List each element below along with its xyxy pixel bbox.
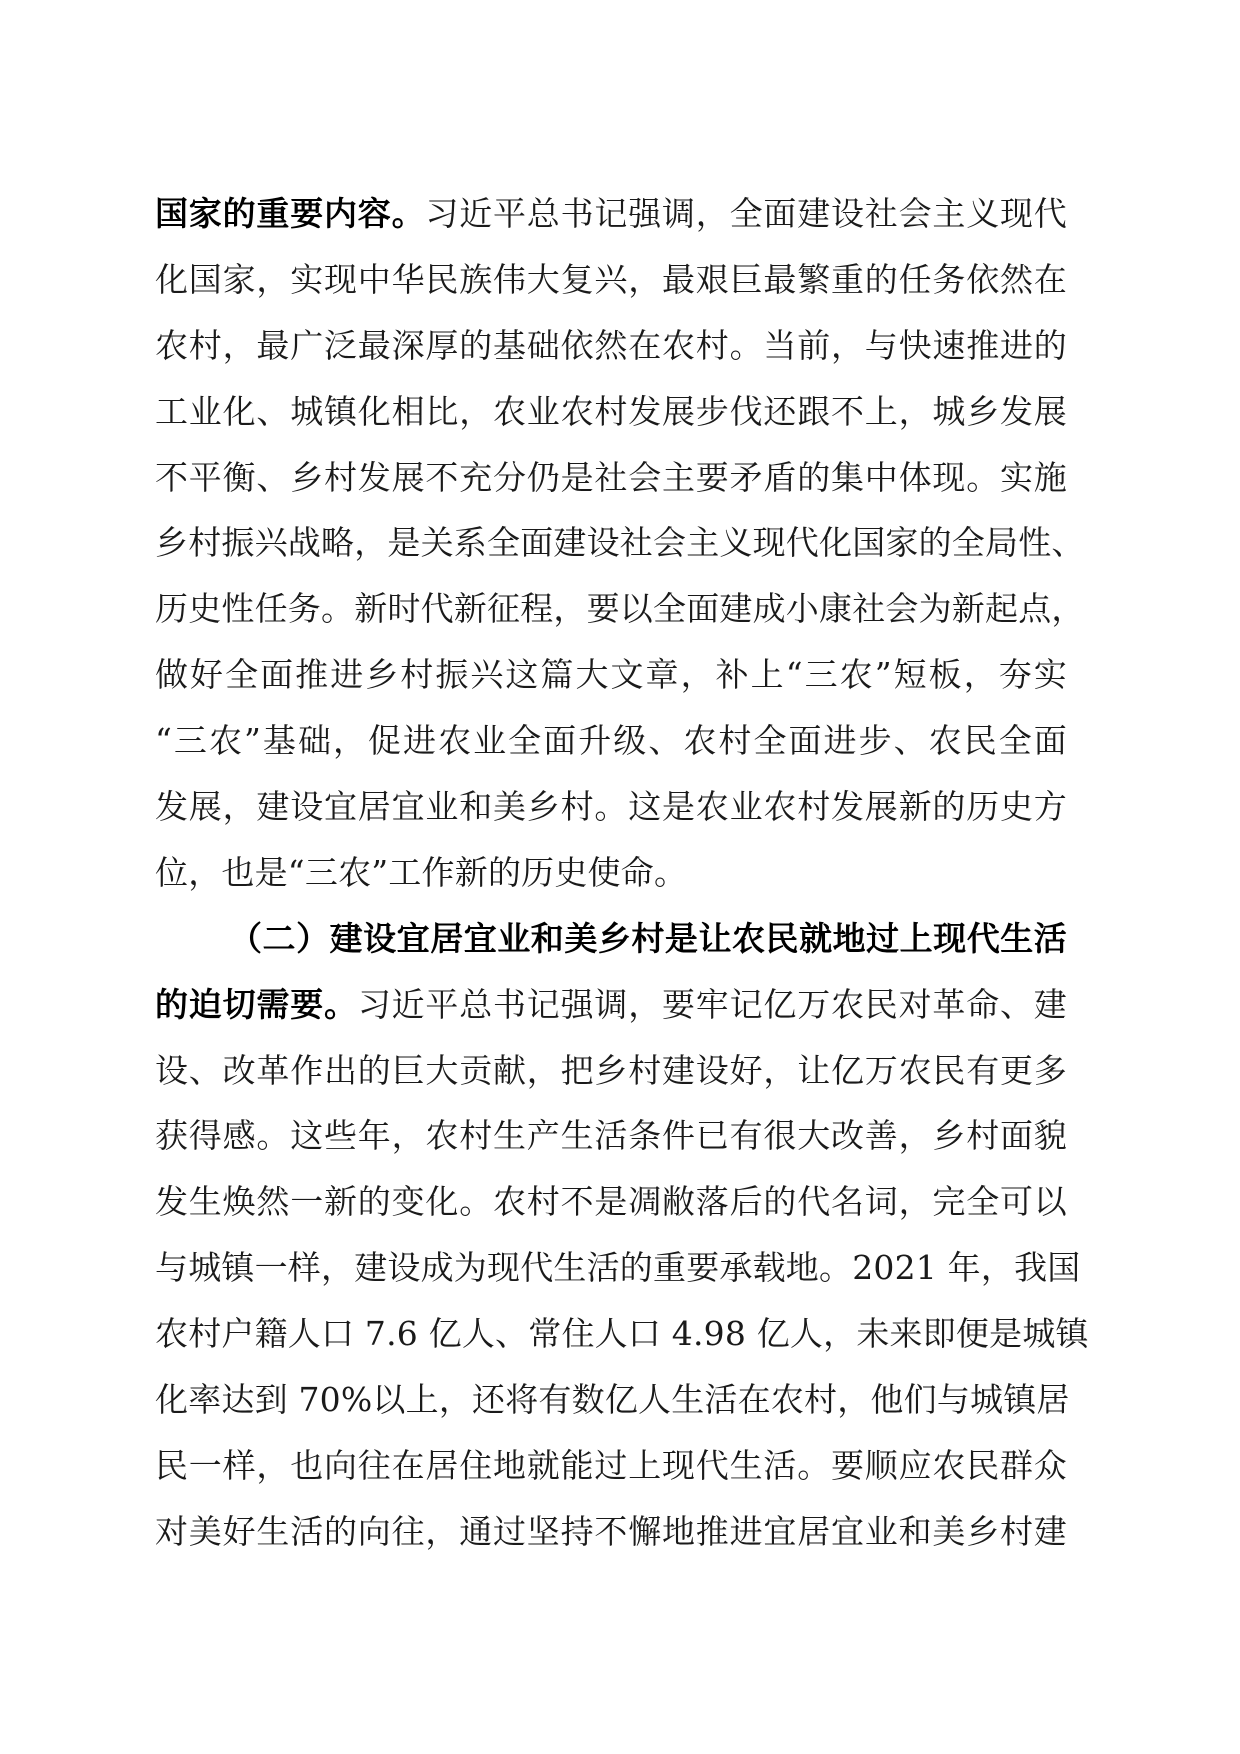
text-line: 化国家，实现中华民族伟大复兴，最艰巨最繁重的任务依然在: [155, 259, 1067, 299]
text-line: 获得感。这些年，农村生产生活条件已有很大改善，乡村面貌: [155, 1116, 1067, 1156]
text-line: 农村，最广泛最深厚的基础依然在农村。当前，与快速推进的: [155, 325, 1067, 365]
text-line: 历史性任务。新时代新征程，要以全面建成小康社会为新起点，: [155, 589, 1085, 629]
text-line: 乡村振兴战略，是关系全面建设社会主义现代化国家的全局性、: [155, 523, 1085, 563]
text-line: “三农”基础，促进农业全面升级、农村全面进步、农民全面: [155, 721, 1067, 761]
body-text: 习近平总书记强调，要牢记亿万农民对革命、建: [357, 984, 1068, 1024]
section-heading-line: [155, 906, 1067, 972]
bold-heading-text: 国家的重要内容。: [155, 194, 426, 233]
text-line: 设、改革作出的巨大贡献，把乡村建设好，让亿万农民有更多: [155, 1050, 1067, 1090]
text-line: 发生焕然一新的变化。农村不是凋敝落后的代名词，完全可以: [155, 1182, 1067, 1222]
text-line: [155, 972, 1067, 1038]
document-body: [155, 181, 1089, 1565]
text-line: 做好全面推进乡村振兴这篇大文章，补上“三农”短板，夯实: [155, 655, 1067, 695]
text-line: 化率达到 70%以上，还将有数亿人生活在农村，他们与城镇居: [155, 1380, 1070, 1420]
bold-heading-text: 的迫切需要。: [155, 984, 358, 1024]
text-line: 不平衡、乡村发展不充分仍是社会主要矛盾的集中体现。实施: [155, 457, 1067, 497]
text-line: 位，也是“三农”工作新的历史使命。: [155, 852, 688, 892]
text-line: [155, 181, 1067, 247]
text-line: 工业化、城镇化相比，农业农村发展步伐还跟不上，城乡发展: [155, 391, 1067, 431]
text-line: 发展，建设宜居宜业和美乡村。这是农业农村发展新的历史方: [155, 787, 1067, 827]
text-line: 与城镇一样，建设成为现代生活的重要承载地。2021 年，我国: [155, 1248, 1081, 1288]
text-line: 农村户籍人口 7.6 亿人、常住人口 4.98 亿人，未来即便是城镇: [155, 1314, 1089, 1354]
text-line: 民一样，也向往在居住地就能过上现代生活。要顺应农民群众: [155, 1445, 1067, 1485]
section-heading: （二）建设宜居宜业和美乡村是让农民就地过上现代生活: [229, 918, 1067, 958]
body-text: 习近平总书记强调，全面建设社会主义现代: [425, 194, 1067, 233]
text-line: 对美好生活的向往，通过坚持不懈地推进宜居宜业和美乡村建: [155, 1511, 1067, 1551]
